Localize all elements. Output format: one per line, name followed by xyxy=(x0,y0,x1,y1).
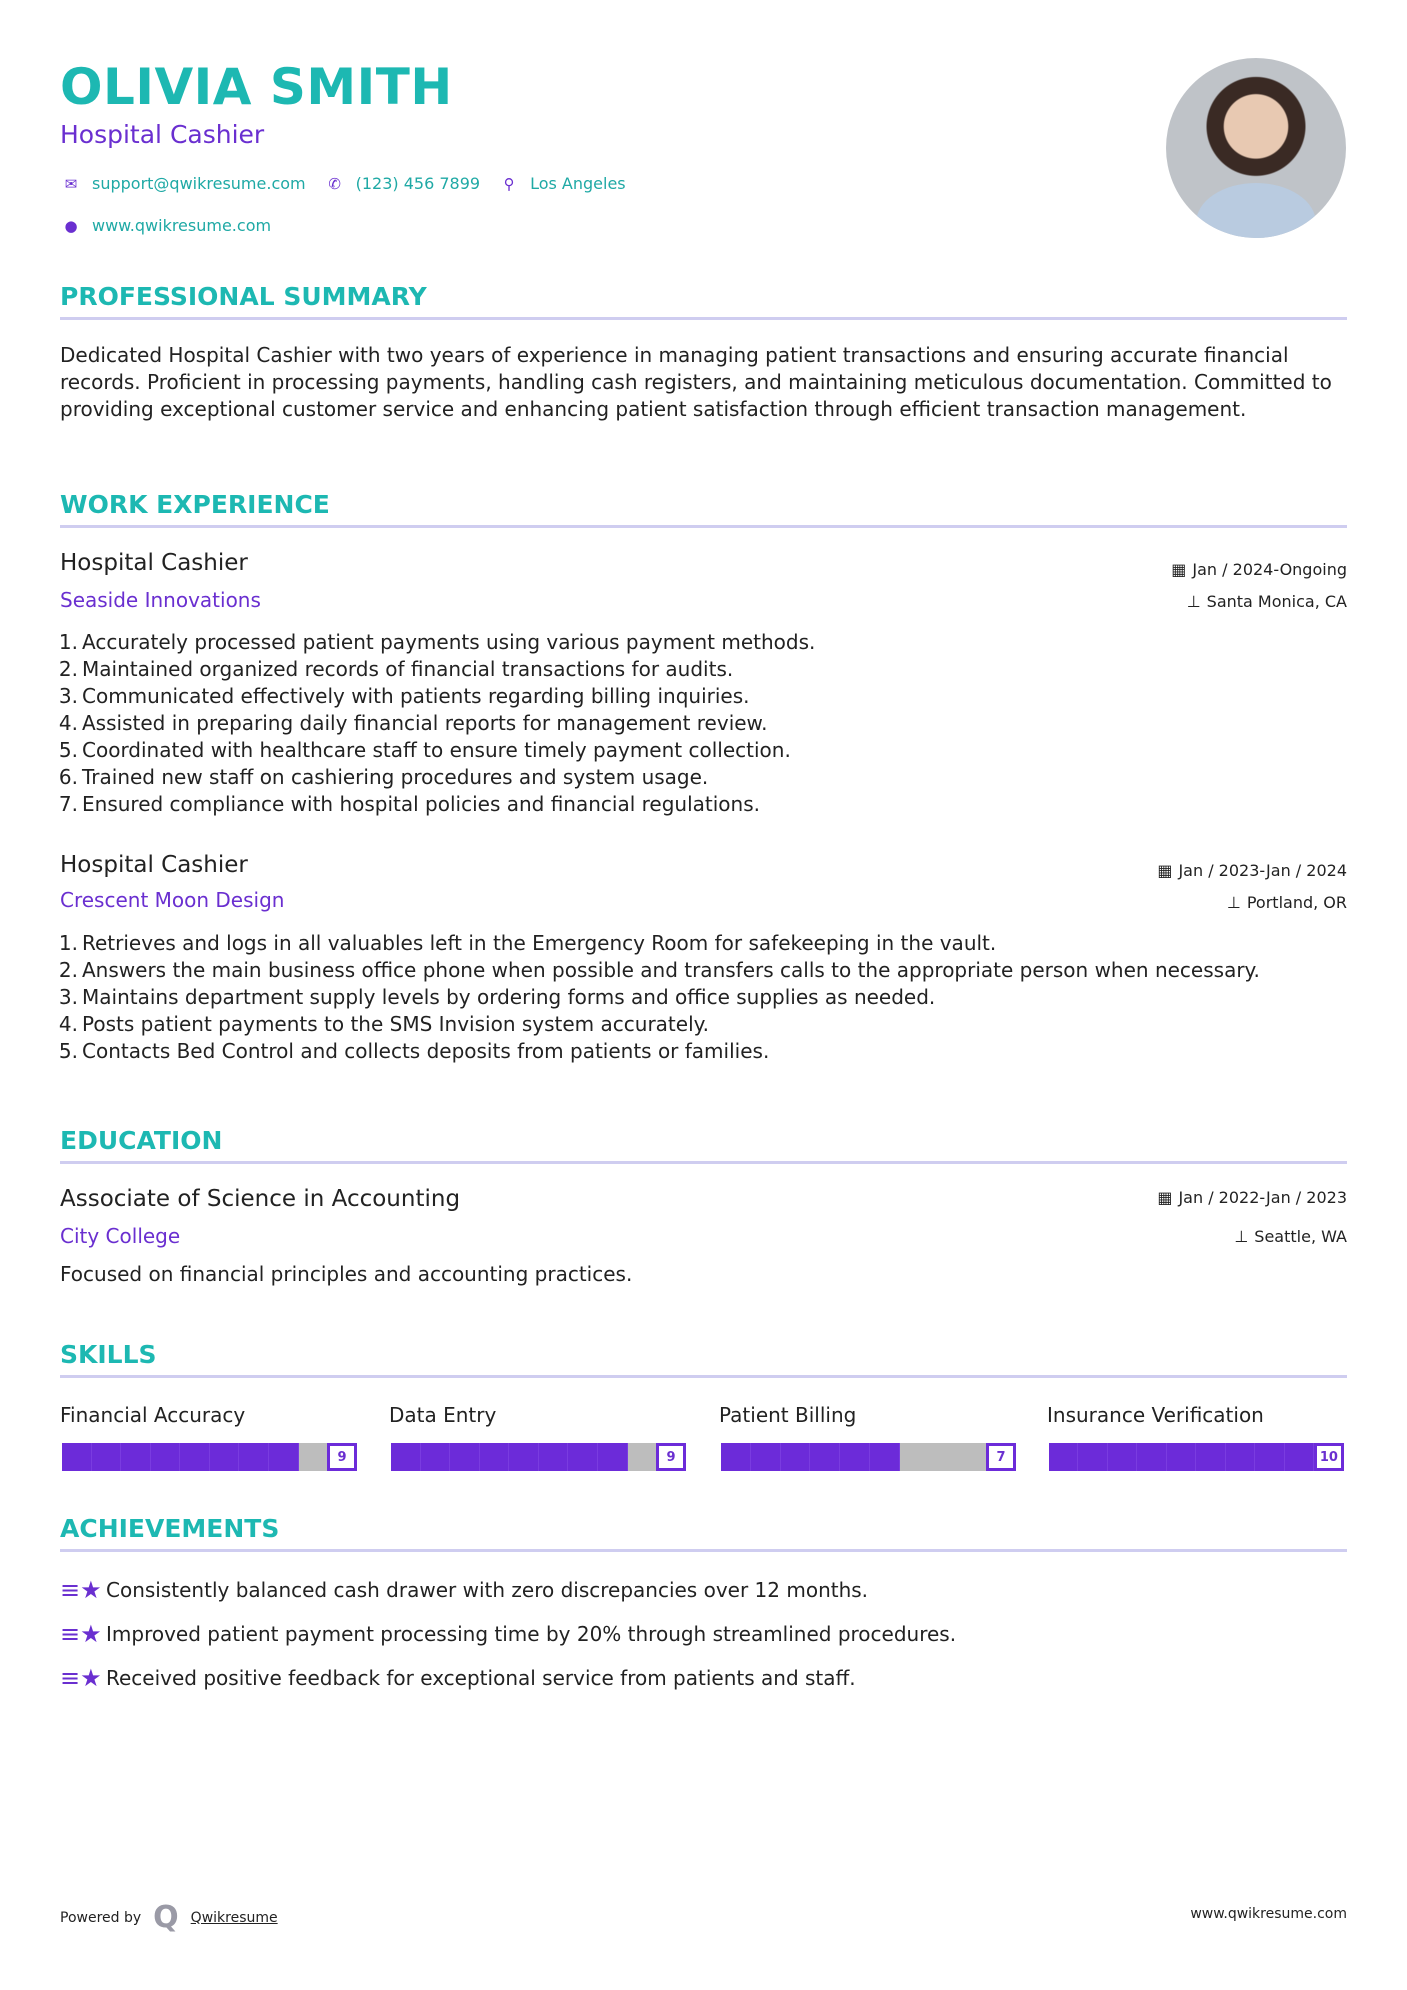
website-row xyxy=(60,216,271,235)
bullet-text: Contacts Bed Control and collects deposits from patients or families. xyxy=(82,1039,770,1063)
section-heading-summary: PROFESSIONAL SUMMARY xyxy=(60,282,1347,320)
bullet-number: 7. xyxy=(58,792,78,816)
skill-segment xyxy=(1137,1443,1166,1471)
skill-segment xyxy=(900,1443,929,1471)
skill-name: Financial Accuracy xyxy=(60,1403,246,1427)
section-heading-education: EDUCATION xyxy=(60,1126,1347,1164)
bullet-number: 4. xyxy=(58,711,78,735)
section-heading-work: WORK EXPERIENCE xyxy=(60,490,1347,528)
skill-name: Patient Billing xyxy=(719,1403,857,1427)
skill-segment xyxy=(568,1443,598,1471)
skill-segment xyxy=(92,1443,122,1471)
bullet-item xyxy=(52,764,815,791)
skill-segment xyxy=(121,1443,151,1471)
job-location xyxy=(1187,592,1347,611)
bullet-number: 4. xyxy=(58,1012,78,1036)
map-pin-icon: ⚲ xyxy=(503,174,515,193)
skill-level: 9 xyxy=(656,1443,686,1471)
bullet-text: Maintains department supply levels by ordering forms and office supplies as needed. xyxy=(82,985,936,1009)
job-location xyxy=(1227,893,1347,912)
job-bullets xyxy=(52,629,815,818)
skill-segment xyxy=(721,1443,751,1471)
skill-segment xyxy=(810,1443,840,1471)
skill-segment xyxy=(1078,1443,1107,1471)
skill-segment xyxy=(480,1443,510,1471)
date-text: Jan / 2023-Jan / 2024 xyxy=(1178,861,1347,880)
bullet-text: Retrieves and logs in all valuables left in the Emergency Room for safekeeping in the vault. xyxy=(82,931,997,955)
skill-segment xyxy=(1049,1443,1078,1471)
school: City College xyxy=(60,1224,181,1248)
skill-segment xyxy=(421,1443,451,1471)
star-icon: ≡★ xyxy=(60,1620,102,1648)
skill-rating-bar xyxy=(60,1441,359,1469)
skill-segment xyxy=(928,1443,957,1471)
contact-row xyxy=(60,174,626,193)
phone-text: (123) 456 7899 xyxy=(355,174,481,193)
skill-level: 9 xyxy=(327,1443,357,1471)
website-link[interactable]: www.qwikresume.com xyxy=(92,216,272,235)
skill-segment xyxy=(450,1443,480,1471)
bullet-item xyxy=(52,737,815,764)
job-title: Hospital Cashier xyxy=(60,550,248,576)
section-heading-skills: SKILLS xyxy=(60,1340,1347,1378)
bullet-text: Answers the main business office phone when possible and transfers calls to the appropriate person when necessary. xyxy=(82,958,1260,982)
bullet-item xyxy=(52,791,815,818)
skill-segment xyxy=(509,1443,539,1471)
bullet-text: Assisted in preparing daily financial reports for management review. xyxy=(82,711,768,735)
education-description: Focused on financial principles and accounting practices. xyxy=(60,1262,633,1286)
summary-text: Dedicated Hospital Cashier with two years of experience in managing patient transactions and ensuring accurate financial records. Proficient in processing payments, handling cash registers, and maintaining meticulous documentation. Committed to providing exceptional customer service and enhancing patient satisfaction through efficient transaction management. xyxy=(60,343,1332,421)
bullet-item xyxy=(52,930,1260,957)
achievement-text: Consistently balanced cash drawer with zero discrepancies over 12 months. xyxy=(106,1578,869,1602)
email-link[interactable]: support@qwikresume.com xyxy=(92,174,306,193)
job-bullets xyxy=(52,930,1260,1065)
job-company: Seaside Innovations xyxy=(60,588,261,612)
education-location xyxy=(1234,1227,1347,1246)
star-icon: ≡★ xyxy=(60,1576,102,1604)
bullet-number: 5. xyxy=(58,738,78,762)
bullet-number: 1. xyxy=(58,630,78,654)
pushpin-icon: ⊥ xyxy=(1234,1227,1249,1246)
skill-segment xyxy=(391,1443,421,1471)
pushpin-icon: ⊥ xyxy=(1186,592,1201,611)
date-text: Jan / 2024-Ongoing xyxy=(1192,560,1347,579)
skill-item xyxy=(389,1403,688,1469)
skill-item xyxy=(60,1403,359,1469)
achievement-item xyxy=(60,1620,956,1648)
skill-segment xyxy=(1167,1443,1196,1471)
job-title: Hospital Cashier xyxy=(60,852,248,878)
job-date xyxy=(1171,560,1347,579)
calendar-icon: ▦ xyxy=(1171,560,1187,579)
skill-segment xyxy=(957,1443,986,1471)
globe-icon: ● xyxy=(64,216,78,235)
profile-photo xyxy=(1166,58,1346,238)
bullet-text: Posts patient payments to the SMS Invision system accurately. xyxy=(82,1012,709,1036)
skill-segment xyxy=(598,1443,628,1471)
bullet-number: 6. xyxy=(58,765,78,789)
location-text: Portland, OR xyxy=(1246,893,1347,912)
skill-item xyxy=(1047,1403,1346,1469)
skill-rating-bar xyxy=(389,1441,688,1469)
star-icon: ≡★ xyxy=(60,1664,102,1692)
bullet-item xyxy=(52,984,1260,1011)
skill-segment xyxy=(269,1443,299,1471)
skill-segment xyxy=(539,1443,569,1471)
job-company: Crescent Moon Design xyxy=(60,888,285,912)
powered-by-text: Powered by xyxy=(60,1909,142,1926)
skill-segment xyxy=(1196,1443,1225,1471)
bullet-item xyxy=(52,1011,1260,1038)
phone-icon: ✆ xyxy=(328,174,341,193)
education-date xyxy=(1157,1188,1347,1207)
candidate-name: OLIVIA SMITH xyxy=(60,58,453,116)
skill-segment xyxy=(1285,1443,1314,1471)
achievement-item xyxy=(60,1576,868,1604)
skill-segment xyxy=(180,1443,210,1471)
skill-segment xyxy=(1255,1443,1284,1471)
date-text: Jan / 2022-Jan / 2023 xyxy=(1178,1188,1347,1207)
bullet-text: Communicated effectively with patients regarding billing inquiries. xyxy=(82,684,750,708)
bullet-item xyxy=(52,710,815,737)
bullet-item xyxy=(52,629,815,656)
skill-name: Data Entry xyxy=(389,1403,497,1427)
skill-segment xyxy=(299,1443,328,1471)
achievement-text: Received positive feedback for exceptional service from patients and staff. xyxy=(106,1666,856,1690)
skill-item xyxy=(719,1403,1018,1469)
job-date xyxy=(1157,861,1347,880)
location-text: Los Angeles xyxy=(530,174,626,193)
calendar-icon: ▦ xyxy=(1157,1188,1173,1207)
bullet-text: Maintained organized records of financial transactions for audits. xyxy=(82,657,734,681)
bullet-text: Accurately processed patient payments using various payment methods. xyxy=(82,630,816,654)
skill-segment xyxy=(781,1443,811,1471)
skill-level: 10 xyxy=(1314,1443,1344,1471)
bullet-number: 1. xyxy=(58,931,78,955)
bullet-number: 3. xyxy=(58,684,78,708)
skill-segment xyxy=(151,1443,181,1471)
location-text: Seattle, WA xyxy=(1254,1227,1347,1246)
bullet-item xyxy=(52,683,815,710)
bullet-item xyxy=(52,957,1260,984)
bullet-text: Ensured compliance with hospital policies and financial regulations. xyxy=(82,792,760,816)
skill-name: Insurance Verification xyxy=(1047,1403,1264,1427)
skill-segment xyxy=(628,1443,657,1471)
skill-segment xyxy=(1226,1443,1255,1471)
skill-segment xyxy=(239,1443,269,1471)
footer-website[interactable]: www.qwikresume.com xyxy=(1190,1906,1347,1922)
calendar-icon: ▦ xyxy=(1157,861,1173,880)
candidate-title: Hospital Cashier xyxy=(60,120,265,149)
location-text: Santa Monica, CA xyxy=(1206,592,1347,611)
skill-rating-bar xyxy=(1047,1441,1346,1469)
skill-segment xyxy=(870,1443,900,1471)
skill-segment xyxy=(62,1443,92,1471)
section-heading-achievements: ACHIEVEMENTS xyxy=(60,1514,1347,1552)
achievement-item xyxy=(60,1664,856,1692)
bullet-text: Coordinated with healthcare staff to ensure timely payment collection. xyxy=(82,738,791,762)
degree: Associate of Science in Accounting xyxy=(60,1186,461,1212)
bullet-number: 5. xyxy=(58,1039,78,1063)
bullet-item xyxy=(52,656,815,683)
skill-rating-bar xyxy=(719,1441,1018,1469)
bullet-number: 2. xyxy=(58,958,78,982)
bullet-number: 3. xyxy=(58,985,78,1009)
skill-segment xyxy=(1108,1443,1137,1471)
footer-powered xyxy=(60,1900,278,1935)
qwikresume-logo-icon: Q xyxy=(153,1900,179,1935)
envelope-icon: ✉ xyxy=(64,174,78,193)
achievement-text: Improved patient payment processing time by 20% through streamlined procedures. xyxy=(106,1622,957,1646)
pushpin-icon: ⊥ xyxy=(1226,893,1241,912)
skill-level: 7 xyxy=(986,1443,1016,1471)
bullet-number: 2. xyxy=(58,657,78,681)
bullet-item xyxy=(52,1038,1260,1065)
skill-segment xyxy=(751,1443,781,1471)
bullet-text: Trained new staff on cashiering procedures and system usage. xyxy=(82,765,709,789)
skill-segment xyxy=(840,1443,870,1471)
brand-link[interactable]: Qwikresume xyxy=(190,1909,278,1926)
skill-segment xyxy=(210,1443,240,1471)
